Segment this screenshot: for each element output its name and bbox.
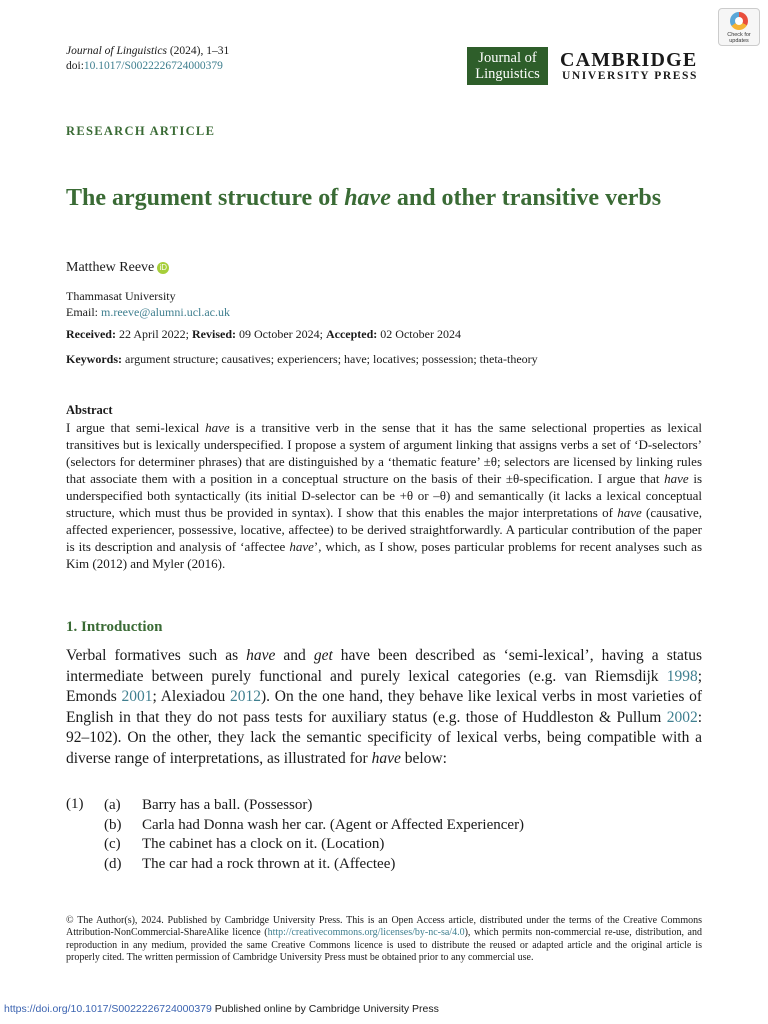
- check-updates-line2: updates: [729, 38, 749, 44]
- affiliation-block: [66, 288, 230, 320]
- publisher-logo-line2: UNIVERSITY PRESS: [562, 70, 699, 82]
- article-title: The argument structure of have and other transitive verbs: [66, 185, 662, 211]
- doi-prefix: doi:: [66, 60, 84, 72]
- email-link[interactable]: m.reeve@alumni.ucl.ac.uk: [101, 305, 230, 319]
- article-type: RESEARCH ARTICLE: [66, 124, 216, 138]
- example-item: (c) The cabinet has a clock on it. (Location): [104, 836, 385, 852]
- author-name: Matthew Reeve: [66, 260, 155, 275]
- affiliation: Thammasat University: [66, 289, 176, 303]
- example-item: (a) Barry has a ball. (Possessor): [104, 797, 313, 813]
- abstract-text: I argue that semi-lexical have is a transitive verb in the sense that it has the same selectional properties as lexical transitives but is lexically underspecified. I propose a system of argument linking that assigns verbs a set of ‘D-selectors’ (selectors for determiner phrases) that are distinguished by a ‘thematic feature’ ±θ; selectors are licensed by linking rules that associate them with a position in a conceptual structure on the basis of their ±θ-specification. I argue that have is underspecified both syntactically (its initial D-selector can be +θ or –θ) and semantically (it lacks a lexical conceptual structure, which must thus be provided in syntax). I show that this enables the major interpretations of have (causative, affected experiencer, possessive, locative, affectee) to be derived straightforwardly. A particular contribution of the paper is its description and analysis of ‘affectee have’, which, as I show, poses particular problems for recent analyses such as Kim (2012) and Myler (2016).: [66, 420, 703, 571]
- published-online-bar: https://doi.org/10.1017/S0022226724000379 Published online by Cambridge University Press: [4, 1003, 439, 1015]
- journal-name: Journal of Linguistics: [66, 45, 167, 57]
- example-item: (d) The car had a rock thrown at it. (Affectee): [104, 855, 396, 872]
- citation-link[interactable]: 2012: [230, 688, 261, 705]
- section-heading: 1. Introduction: [66, 619, 163, 635]
- intro-paragraph: Verbal formatives such as have and get have been described as ‘semi-lexical’, having a status intermediate between purely functional and purely lexical categories (e.g. van Riemsdijk 1998; Emonds 2001; Alexiadou 2012). On the one hand, they behave like lexical verbs in most varieties of English in that they do not pass tests for auxiliary status (e.g. those of Huddleston & Pullum 2002: 92–102). On the other, they lack the semantic specificity of lexical verbs, being compatible with a diverse range of interpretations, as illustrated for have below:: [66, 647, 702, 767]
- copyright-footnote: © The Author(s), 2024. Published by Cambridge University Press. This is an Open Access article, distributed under the terms of the Creative Commons Attribution-NonCommercial-ShareAlike licence (http://creativecommons.org/licenses/by-nc-sa/4.0), which permits non-commercial re-use, distribution, and reproduction in any medium, provided the same Creative Commons licence is used to distribute the reused or adapted article and the original article is properly cited. The written permission of Cambridge University Press must be obtained prior to any commercial use.: [66, 915, 702, 964]
- journal-year-pages: (2024), 1–31: [166, 45, 230, 57]
- bottom-doi-link[interactable]: https://doi.org/10.1017/S0022226724000379: [4, 1003, 212, 1015]
- citation-link[interactable]: 2001: [121, 688, 153, 705]
- journal-citation: [66, 44, 229, 74]
- author: [66, 260, 169, 276]
- journal-logo-line1: Journal of: [478, 50, 537, 66]
- doi-link[interactable]: 10.1017/S0022226724000379: [83, 60, 223, 72]
- licence-link[interactable]: http://creativecommons.org/licenses/by-nc-sa/4.0: [267, 927, 465, 939]
- orcid-icon[interactable]: iD: [157, 262, 169, 274]
- article-dates: Received: 22 April 2022; Revised: 09 October 2024; Accepted: 02 October 2024: [66, 327, 461, 341]
- example-number: (1): [66, 796, 84, 812]
- email-label: Email:: [66, 305, 101, 319]
- journal-logo[interactable]: [467, 47, 548, 85]
- keywords: Keywords: argument structure; causatives; experiencers; have; locatives; possession; theta-theory: [66, 352, 538, 366]
- abstract-heading: Abstract: [66, 403, 113, 417]
- citation-link[interactable]: 1998: [666, 667, 698, 685]
- publisher-logo-line1: CAMBRIDGE: [560, 49, 698, 71]
- citation-link[interactable]: 2002: [666, 708, 698, 726]
- check-for-updates-button[interactable]: [718, 8, 760, 46]
- check-updates-line1: Check for: [727, 32, 751, 38]
- example-list: [104, 796, 524, 874]
- journal-logo-line2: Linguistics: [475, 66, 540, 82]
- example-item: (b) Carla had Donna wash her car. (Agent or Affected Experiencer): [104, 816, 525, 833]
